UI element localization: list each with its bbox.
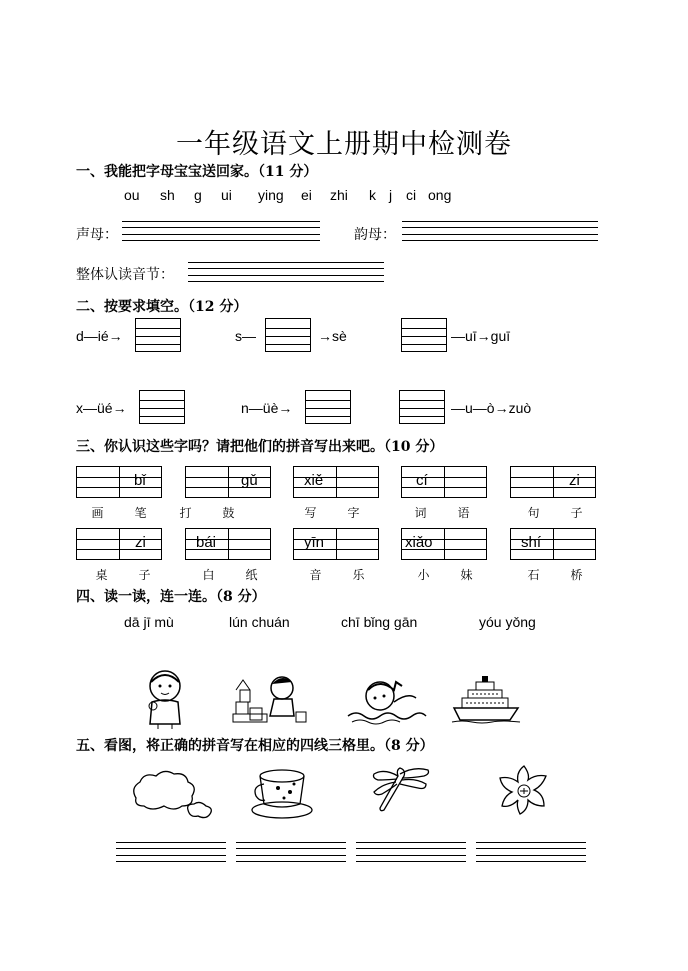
pinyin-text: cí bbox=[416, 472, 428, 489]
hanzi: 笔 bbox=[134, 506, 147, 520]
hanzi-pair bbox=[402, 566, 488, 583]
flower-image[interactable] bbox=[498, 764, 550, 816]
hanzi: 桌 bbox=[95, 568, 108, 582]
letter: ying bbox=[258, 187, 284, 203]
letter: ou bbox=[124, 187, 140, 203]
hanzi: 语 bbox=[457, 506, 470, 520]
hanzi: 纸 bbox=[245, 568, 258, 582]
q2-r2a-box[interactable] bbox=[139, 390, 185, 424]
hanzi-pair bbox=[289, 504, 375, 521]
pinyin-cell[interactable] bbox=[510, 466, 596, 498]
pinyin-text: bái bbox=[196, 534, 217, 551]
letter: ui bbox=[221, 187, 232, 203]
pinyin-cell[interactable] bbox=[401, 466, 487, 498]
pinyin-cell[interactable] bbox=[76, 528, 162, 560]
letter: sh bbox=[160, 187, 175, 203]
pinyin-cell[interactable] bbox=[510, 528, 596, 560]
word-build-blocks: dā jī mù bbox=[124, 614, 174, 630]
letter: g bbox=[194, 187, 202, 203]
pinyin-cell[interactable] bbox=[76, 466, 162, 498]
pinyin-text: gǔ bbox=[241, 472, 258, 489]
hanzi: 桥 bbox=[570, 568, 583, 582]
letter: ei bbox=[301, 187, 312, 203]
hanzi-pair bbox=[80, 566, 166, 583]
hanzi: 子 bbox=[570, 506, 583, 520]
pinyin-cell[interactable] bbox=[293, 528, 379, 560]
hanzi: 妹 bbox=[460, 568, 473, 582]
pinyin-cell[interactable] bbox=[185, 466, 271, 498]
hanzi-pair bbox=[294, 566, 380, 583]
yunmu-label: 韵母： bbox=[354, 227, 396, 243]
pinyin-text: zi bbox=[569, 472, 580, 489]
hanzi: 打 bbox=[179, 506, 192, 520]
pinyin-cell[interactable] bbox=[401, 528, 487, 560]
word-ship: lún chuán bbox=[229, 614, 290, 630]
q2-r1b-box[interactable] bbox=[265, 318, 311, 352]
hanzi-pair bbox=[187, 566, 273, 583]
ship-image[interactable] bbox=[452, 676, 520, 724]
section2-heading: 二、按要求填空。（12 分） bbox=[76, 299, 248, 315]
q2-r1b-text: s— bbox=[235, 328, 256, 344]
shengmu-label: 声母： bbox=[76, 227, 118, 243]
q2-r2b-text: n—üè→ bbox=[241, 400, 293, 416]
hanzi: 音 bbox=[309, 568, 322, 582]
cloud-writing-band[interactable] bbox=[116, 842, 226, 862]
child-building-blocks-image[interactable] bbox=[230, 668, 312, 728]
q2-r2c-after: —u—ò→zuò bbox=[451, 400, 532, 416]
hanzi: 小 bbox=[417, 568, 430, 582]
page-title: 一年级语文上册期中检测卷 bbox=[176, 129, 512, 160]
hanzi: 石 bbox=[527, 568, 540, 582]
q2-r1a-box[interactable] bbox=[135, 318, 181, 352]
q2-r1b-after: →sè bbox=[318, 328, 347, 344]
section5-heading: 五、看图，将正确的拼音写在相应的四线三格里。（8 分） bbox=[76, 738, 434, 754]
q2-r2c-box[interactable] bbox=[399, 390, 445, 424]
pinyin-text: zi bbox=[135, 534, 146, 551]
hanzi: 词 bbox=[414, 506, 427, 520]
hanzi: 鼓 bbox=[222, 506, 235, 520]
hanzi-pair bbox=[76, 504, 162, 521]
yunmu-writing-band[interactable] bbox=[402, 221, 598, 241]
cloud-image[interactable] bbox=[128, 768, 214, 822]
pinyin-text: xiǎo bbox=[405, 534, 433, 551]
child-eating-image[interactable] bbox=[140, 668, 190, 730]
pinyin-text: yīn bbox=[304, 534, 325, 551]
q2-r1a-text: d—ié→ bbox=[76, 328, 123, 344]
q2-r2a-text: x—üé→ bbox=[76, 400, 127, 416]
hanzi: 写 bbox=[304, 506, 317, 520]
pinyin-cell[interactable] bbox=[293, 466, 379, 498]
word-eat-biscuit: chī bǐng gān bbox=[341, 614, 418, 630]
hanzi: 句 bbox=[527, 506, 540, 520]
q2-r1c-box[interactable] bbox=[401, 318, 447, 352]
section1-heading: 一、我能把字母宝宝送回家。（11 分） bbox=[76, 164, 318, 180]
hanzi-pair bbox=[512, 566, 598, 583]
zhengti-label: 整体认读音节： bbox=[76, 267, 174, 283]
hanzi-pair bbox=[512, 504, 598, 521]
hanzi: 画 bbox=[91, 506, 104, 520]
letter: k bbox=[369, 187, 376, 203]
section3-heading: 三、你认识这些字吗？请把他们的拼音写出来吧。（10 分） bbox=[76, 439, 444, 455]
zhengti-writing-band[interactable] bbox=[188, 262, 384, 282]
pinyin-cell[interactable] bbox=[185, 528, 271, 560]
letter: ci bbox=[406, 187, 417, 203]
flower-writing-band[interactable] bbox=[476, 842, 586, 862]
shengmu-writing-band[interactable] bbox=[122, 221, 320, 241]
dragonfly-writing-band[interactable] bbox=[356, 842, 466, 862]
letter: ong bbox=[428, 187, 452, 203]
hanzi: 白 bbox=[202, 568, 215, 582]
child-swimming-image[interactable] bbox=[344, 672, 428, 728]
word-swim: yóu yǒng bbox=[479, 614, 536, 630]
hanzi-pair bbox=[399, 504, 485, 521]
dragonfly-image[interactable] bbox=[370, 764, 432, 814]
pinyin-text: xiě bbox=[304, 472, 324, 489]
letter: j bbox=[389, 187, 393, 203]
cup-writing-band[interactable] bbox=[236, 842, 346, 862]
section4-heading: 四、读一读，连一连。（8 分） bbox=[76, 589, 266, 605]
pinyin-text: shí bbox=[521, 534, 542, 551]
pinyin-text: bǐ bbox=[134, 472, 146, 489]
cup-image[interactable] bbox=[250, 768, 316, 820]
letter: zhi bbox=[330, 187, 348, 203]
q2-r1c-after: —uī→guī bbox=[451, 328, 511, 344]
hanzi: 乐 bbox=[352, 568, 365, 582]
hanzi: 子 bbox=[138, 568, 151, 582]
hanzi: 字 bbox=[347, 506, 360, 520]
q2-r2b-box[interactable] bbox=[305, 390, 351, 424]
hanzi-pair bbox=[164, 504, 250, 521]
